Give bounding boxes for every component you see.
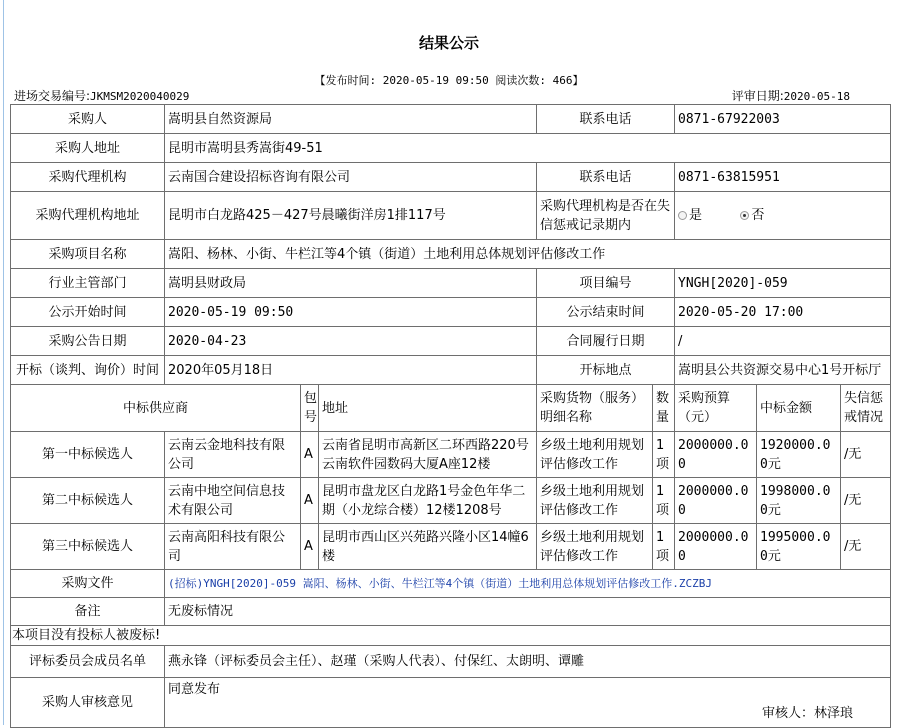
bid-header-status: 失信惩戒情况	[841, 385, 891, 432]
committee-label: 评标委员会成员名单	[11, 646, 165, 678]
pub-start-label: 公示开始时间	[11, 298, 165, 327]
remark-label: 备注	[11, 598, 165, 626]
review-date-value: 2020-05-18	[783, 90, 850, 103]
bid-header-supplier: 中标供应商	[11, 385, 301, 432]
agency-phone-value: 0871-63815951	[675, 163, 891, 192]
review-date	[732, 87, 850, 104]
result-table	[10, 104, 891, 728]
page-edge-line	[3, 0, 4, 725]
no-reject-note: 本项目没有投标人被废标!	[11, 626, 891, 646]
bid-amount: 1995000.00元	[757, 524, 841, 570]
agency-address-label: 采购代理机构地址	[11, 192, 165, 240]
buyer-label: 采购人	[11, 105, 165, 134]
buyer-phone-label: 联系电话	[537, 105, 675, 134]
bid-qty: 1项	[653, 524, 675, 570]
opinion-value: 同意发布	[165, 678, 891, 728]
buyer-address-label: 采购人地址	[11, 134, 165, 163]
open-place-value: 嵩明县公共资源交易中心1号开标厅	[675, 356, 891, 385]
buyer-phone-value: 0871-67922003	[675, 105, 891, 134]
bid-company: 云南中地空间信息技术有限公司	[165, 478, 301, 524]
project-no-value: YNGH[2020]-059	[675, 269, 891, 298]
bid-company: 云南云金地科技有限公司	[165, 432, 301, 478]
contract-value: /	[675, 327, 891, 356]
pub-end-value: 2020-05-20 17:00	[675, 298, 891, 327]
bid-amount: 1998000.00元	[757, 478, 841, 524]
committee-value: 燕永锋（评标委员会主任）、赵瑾（采购人代表）、付保红、太朗明、谭雕	[165, 646, 891, 678]
agency-phone-label: 联系电话	[537, 163, 675, 192]
bid-status: /无	[841, 524, 891, 570]
bid-item: 乡级土地利用规划评估修改工作	[537, 432, 653, 478]
bid-qty: 1项	[653, 432, 675, 478]
buyer-address-value: 昆明市嵩明县秀嵩街49-51	[165, 134, 891, 163]
page-title: 结果公示	[418, 34, 479, 52]
project-name-value: 嵩阳、杨林、小街、牛栏江等4个镇（街道）土地利用总体规划评估修改工作	[165, 240, 891, 269]
bid-address: 昆明市西山区兴苑路兴隆小区14幢6楼	[319, 524, 537, 570]
notice-date-label: 采购公告日期	[11, 327, 165, 356]
bid-row	[11, 478, 891, 524]
bid-rank: 第二中标候选人	[11, 478, 165, 524]
file-label: 采购文件	[11, 570, 165, 598]
bid-header-address: 地址	[319, 385, 537, 432]
bid-package: A	[301, 478, 319, 524]
buyer-value: 嵩明县自然资源局	[165, 105, 537, 134]
bid-header-budget: 采购预算（元）	[675, 385, 757, 432]
bid-rank: 第三中标候选人	[11, 524, 165, 570]
bid-package: A	[301, 524, 319, 570]
contract-label: 合同履行日期	[537, 327, 675, 356]
bid-budget: 2000000.00	[675, 478, 757, 524]
pub-start-value: 2020-05-19 09:50	[165, 298, 537, 327]
bid-status: /无	[841, 478, 891, 524]
procurement-file-link[interactable]: (招标)YNGH[2020]-059 嵩阳、杨林、小街、牛栏江等4个镇（街道）土地利用总体规划评估修改工作.ZCZBJ	[168, 577, 712, 590]
agency-address-value: 昆明市白龙路425－427号晨曦街洋房1排117号	[165, 192, 537, 240]
bid-budget: 2000000.00	[675, 524, 757, 570]
open-time-label: 开标（谈判、询价）时间	[11, 356, 165, 385]
bid-row	[11, 524, 891, 570]
project-name-label: 采购项目名称	[11, 240, 165, 269]
pub-end-label: 公示结束时间	[537, 298, 675, 327]
trade-code-value: JKMSM2020040029	[90, 90, 190, 103]
dishonest-label: 采购代理机构是否在失信惩戒记录期内	[537, 192, 675, 240]
dishonest-no-label: 否	[751, 208, 765, 223]
dishonest-radio-group	[675, 192, 891, 240]
bid-rank: 第一中标候选人	[11, 432, 165, 478]
review-date-label: 评审日期:	[731, 89, 784, 103]
radio-selected-icon[interactable]	[740, 211, 749, 220]
agency-value: 云南国合建设招标咨询有限公司	[165, 163, 537, 192]
notice-date-value: 2020-04-23	[165, 327, 537, 356]
open-time-value: 2020年05月18日	[165, 356, 537, 385]
bid-header-qty: 数量	[653, 385, 675, 432]
bid-amount: 1920000.00元	[757, 432, 841, 478]
bid-header-package: 包号	[301, 385, 319, 432]
bid-header-amount: 中标金额	[757, 385, 841, 432]
bid-item: 乡级土地利用规划评估修改工作	[537, 524, 653, 570]
agency-label: 采购代理机构	[11, 163, 165, 192]
open-place-label: 开标地点	[537, 356, 675, 385]
bid-company: 云南高阳科技有限公司	[165, 524, 301, 570]
dept-value: 嵩明县财政局	[165, 269, 537, 298]
trade-code-label: 进场交易编号:	[14, 89, 91, 103]
bid-address: 昆明市盘龙区白龙路1号金色年华二期（小龙综合楼）12楼1208号	[319, 478, 537, 524]
bid-package: A	[301, 432, 319, 478]
remark-value: 无废标情况	[165, 598, 891, 626]
bid-header-item: 采购货物（服务）明细名称	[537, 385, 653, 432]
bid-address: 云南省昆明市高新区二环西路220号云南软件园数码大厦A座12楼	[319, 432, 537, 478]
bid-item: 乡级土地利用规划评估修改工作	[537, 478, 653, 524]
dept-label: 行业主管部门	[11, 269, 165, 298]
trade-code	[14, 87, 189, 104]
bid-status: /无	[841, 432, 891, 478]
project-no-label: 项目编号	[537, 269, 675, 298]
bid-qty: 1项	[653, 478, 675, 524]
bid-row	[11, 432, 891, 478]
opinion-label: 采购人审核意见	[11, 678, 165, 728]
reviewer-name: 审核人：林泽琅	[761, 706, 853, 721]
radio-unselected-icon[interactable]	[678, 211, 687, 220]
publish-info: 【发布时间: 2020-05-19 09:50 阅读次数: 466】	[314, 74, 584, 87]
dishonest-yes-label: 是	[689, 208, 703, 223]
bid-budget: 2000000.00	[675, 432, 757, 478]
